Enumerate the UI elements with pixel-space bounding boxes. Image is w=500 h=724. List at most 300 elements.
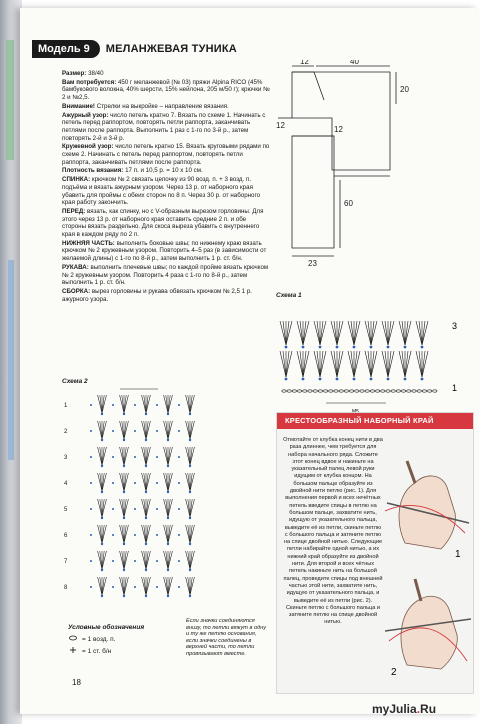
stitch-dot — [112, 508, 114, 510]
stitch-mark — [168, 577, 170, 595]
stitch-dot — [90, 404, 92, 406]
stitch-mark — [286, 351, 292, 377]
stitch-dot — [387, 346, 390, 349]
stitch-mark — [102, 525, 106, 543]
stitch-mark — [122, 499, 124, 517]
stitch-mark — [388, 321, 391, 345]
stitch-mark — [98, 499, 102, 517]
stitch-mark — [164, 421, 168, 439]
stitch-mark — [144, 395, 146, 413]
stitch-dot — [156, 482, 158, 484]
stitch-mark — [122, 395, 124, 413]
stitch-dot — [123, 491, 125, 493]
instruction-paragraph — [62, 103, 270, 111]
row-number: 3 — [452, 321, 458, 331]
stitch-mark — [190, 421, 192, 439]
stitch-mark — [146, 551, 150, 569]
hand-illustration-1 — [385, 453, 471, 563]
chain-mark — [427, 390, 431, 392]
stitch-dot — [123, 543, 125, 545]
stitch-mark — [166, 525, 168, 543]
stitch-mark — [320, 351, 326, 377]
instruction-paragraph — [62, 208, 270, 239]
stitch-dot — [189, 517, 191, 519]
stitch-mark — [188, 551, 190, 569]
scheme-2-chart — [62, 385, 212, 613]
stitch-mark — [100, 525, 102, 543]
stitch-mark — [124, 447, 128, 465]
stitch-mark — [164, 395, 168, 413]
stitch-dot — [167, 517, 169, 519]
stitch-mark — [371, 351, 377, 377]
stitch-mark — [146, 421, 148, 439]
figure-number: 2 — [391, 667, 397, 678]
instruction-paragraph — [62, 143, 270, 166]
instruction-text: 38/40 — [86, 70, 104, 77]
stitch-mark — [146, 499, 148, 517]
technique-paragraph: Отмотайте от клубка конец нити в два раза длиннее, чем требуется для набора начального ряда. Сложите этот конец вдвое и накиньте на указательный палец левой руки идущим от клубка концом. На большом пальце образуйте из двойной нити петлю (рис. 1). Для выполнения первой и всех нечётных петель введите спицы в петлю на большом пальце, захватите нить, идущую от указательного пальца, выведите её из петли, скиньте петлю с большого пальца и затяните петлю на спице двойной нитью. Следующие петли набирайте одной нитью, а их нижний край образуйте из двойной нити. Для второй и всех чётных петель накиньте нить на большой палец, проведите спицы под внешней частью этой нити, захватите нить, идущую от указательного пальца, и выведите её из петли (рис. 2). Скиньте петлю с большого пальца и затяните петлю на спице двойной нитью. — [283, 437, 383, 626]
stitch-dot — [302, 346, 305, 349]
stitch-dot — [404, 378, 407, 381]
stitch-mark — [303, 321, 309, 345]
stitch-mark — [190, 525, 194, 543]
stitch-mark — [120, 525, 124, 543]
stitch-mark — [188, 395, 190, 413]
stitch-dot — [112, 482, 114, 484]
stitch-mark — [190, 577, 194, 595]
stitch-mark — [100, 499, 102, 517]
stitch-mark — [120, 551, 124, 569]
stitch-dot — [167, 595, 169, 597]
chain-mark — [297, 390, 301, 392]
model-header — [32, 40, 242, 58]
dim-label: 12 — [334, 125, 343, 134]
stitch-mark — [144, 421, 146, 439]
chain-mark — [391, 390, 395, 392]
stitch-dot — [145, 491, 147, 493]
stitch-mark — [354, 321, 357, 345]
stitch-dot — [101, 569, 103, 571]
stitch-mark — [283, 351, 286, 377]
stitch-mark — [120, 447, 124, 465]
stitch-dot — [134, 586, 136, 588]
instruction-label: СПИНКА: — [62, 176, 91, 184]
stitch-mark — [368, 321, 371, 345]
stitch-mark — [102, 447, 104, 465]
stitch-dot — [145, 569, 147, 571]
stitch-mark — [124, 525, 128, 543]
stitch-mark — [122, 551, 124, 569]
stitch-mark — [190, 577, 192, 595]
stitch-mark — [168, 421, 170, 439]
stitch-mark — [419, 351, 422, 377]
row-number: 7 — [64, 559, 68, 565]
stitch-dot — [404, 346, 407, 349]
stitch-dot — [101, 413, 103, 415]
scheme-1-chart — [276, 299, 466, 419]
chain-mark — [329, 390, 333, 392]
stitch-dot — [387, 378, 390, 381]
stitch-dot — [90, 456, 92, 458]
instruction-label: РУКАВА: — [62, 263, 89, 271]
chain-mark — [386, 390, 390, 392]
stitch-mark — [365, 351, 371, 377]
row-number: 2 — [64, 429, 68, 435]
stitch-mark — [168, 525, 170, 543]
stitch-mark — [144, 551, 146, 569]
dim-label: 60 — [344, 199, 353, 208]
stitch-mark — [100, 447, 102, 465]
stitch-dot — [189, 491, 191, 493]
instruction-paragraph — [62, 288, 270, 303]
stitch-mark — [186, 421, 190, 439]
stitch-dot — [336, 378, 339, 381]
instruction-paragraph — [62, 112, 270, 143]
chain-mark — [323, 390, 327, 392]
stitch-mark — [144, 499, 146, 517]
stitch-mark — [146, 525, 148, 543]
stitch-mark — [303, 351, 309, 377]
stitch-mark — [399, 321, 405, 345]
stitch-mark — [422, 321, 425, 345]
row-number: 1 — [64, 403, 68, 409]
stitch-mark — [188, 577, 190, 595]
stitch-mark — [188, 447, 190, 465]
stitch-mark — [405, 351, 411, 377]
stitch-dot — [123, 517, 125, 519]
technique-box-text — [283, 437, 383, 627]
instruction-paragraph — [62, 167, 270, 175]
stitch-mark — [399, 351, 405, 377]
row-number: 5 — [64, 507, 68, 513]
stitch-mark — [102, 551, 106, 569]
stitch-mark — [124, 447, 126, 465]
stitch-mark — [190, 447, 192, 465]
stitch-mark — [144, 473, 146, 491]
stitch-dot — [167, 491, 169, 493]
stitch-dot — [145, 595, 147, 597]
scheme-1-stitches — [280, 321, 437, 403]
stitch-mark — [166, 473, 168, 491]
stitch-mark — [303, 351, 306, 377]
instruction-text: выполнить боковые швы; по нижнему краю вязать крючком № 2 кружевным узором. Повторить 4–5 раз (в зависимости от желаемой длины) с 1-го по 8-й р., затем выполнить 1 р. ст. б/н. — [62, 239, 267, 263]
stitch-mark — [190, 447, 194, 465]
page-number: 18 — [72, 678, 81, 687]
dim-label: 12 — [276, 121, 285, 130]
stitch-mark — [405, 321, 411, 345]
stitch-mark — [280, 321, 286, 345]
stitch-dot — [156, 430, 158, 432]
stitch-mark — [124, 577, 128, 595]
stitch-dot — [421, 346, 424, 349]
stitch-mark — [320, 321, 326, 345]
stitch-dot — [156, 586, 158, 588]
stitch-mark — [166, 577, 168, 595]
stitch-mark — [286, 321, 289, 345]
stitch-dot — [112, 456, 114, 458]
stitch-mark — [166, 447, 168, 465]
stitch-mark — [142, 421, 146, 439]
instructions-text — [62, 70, 270, 304]
chain-mark — [308, 390, 312, 392]
stitch-dot — [167, 569, 169, 571]
stitch-dot — [145, 517, 147, 519]
stitch-mark — [166, 421, 168, 439]
stitch-mark — [405, 321, 408, 345]
stitch-dot — [112, 560, 114, 562]
stitch-mark — [314, 351, 320, 377]
stitch-mark — [337, 351, 340, 377]
technique-box-title: КРЕСТООБРАЗНЫЙ НАБОРНЫЙ КРАЙ — [277, 413, 473, 429]
stitch-mark — [142, 473, 146, 491]
stitch-dot — [178, 508, 180, 510]
stitch-mark — [354, 351, 360, 377]
stitch-mark — [168, 395, 170, 413]
scheme-2 — [62, 378, 212, 617]
stitch-mark — [124, 395, 126, 413]
spine-stripe — [8, 260, 14, 460]
instruction-label: ПЕРЕД: — [62, 207, 86, 215]
stitch-dot — [134, 534, 136, 536]
stitch-mark — [98, 473, 102, 491]
stitch-dot — [101, 491, 103, 493]
stitch-mark — [164, 499, 168, 517]
stitch-mark — [122, 447, 124, 465]
stitch-mark — [102, 499, 104, 517]
stitch-mark — [190, 551, 192, 569]
chain-mark — [344, 390, 348, 392]
stitch-mark — [317, 321, 320, 345]
chain-mark — [339, 390, 343, 392]
dim-label: 20 — [400, 85, 409, 94]
stitch-mark — [416, 321, 422, 345]
instruction-text: 450 г меланжевой (№ 03) пряжи Alpina RICO (45% бамбукового волокна, 40% шерсти, 15% нейлона, 205 м/50 г); крючки № 2 и №2,5. — [62, 78, 270, 102]
stitch-mark — [168, 395, 172, 413]
instruction-label: Внимание! — [62, 102, 95, 110]
stitch-mark — [142, 499, 146, 517]
stitch-dot — [123, 439, 125, 441]
dim-label: 12 — [300, 60, 309, 66]
stitch-mark — [102, 577, 104, 595]
stitch-mark — [146, 473, 148, 491]
stitch-mark — [98, 421, 102, 439]
stitch-dot — [178, 560, 180, 562]
stitch-mark — [102, 551, 104, 569]
stitch-mark — [142, 525, 146, 543]
stitch-dot — [123, 595, 125, 597]
chain-mark — [349, 390, 353, 392]
model-title: МЕЛАНЖЕВАЯ ТУНИКА — [105, 43, 237, 55]
stitch-dot — [90, 508, 92, 510]
stitch-mark — [351, 351, 354, 377]
chain-mark — [334, 390, 338, 392]
stitch-mark — [320, 321, 323, 345]
stitch-mark — [142, 551, 146, 569]
stitch-dot — [145, 465, 147, 467]
stitch-mark — [146, 577, 148, 595]
stitch-mark — [188, 421, 190, 439]
stitch-mark — [422, 351, 428, 377]
stitch-mark — [351, 321, 354, 345]
stitch-mark — [102, 577, 106, 595]
stitch-dot — [189, 569, 191, 571]
stitch-mark — [334, 321, 337, 345]
stitch-mark — [124, 551, 126, 569]
stitch-dot — [134, 404, 136, 406]
chain-mark — [433, 390, 437, 392]
stitch-mark — [419, 321, 422, 345]
instruction-text: число петель кратно 7. Вязать по схеме 1. Начинать с петель перед раппортом, повторять петли раппорта, заканчивать петлями после раппорта. Выполнить 1 раз с 1-го по 3-й р., затем повторять 2-й и 3-й р. — [62, 111, 266, 142]
stitch-mark — [168, 473, 170, 491]
stitch-mark — [190, 551, 194, 569]
stitch-dot — [90, 560, 92, 562]
stitch-mark — [186, 577, 190, 595]
stitch-mark — [146, 447, 148, 465]
stitch-dot — [101, 595, 103, 597]
stitch-mark — [368, 351, 371, 377]
instruction-paragraph — [62, 79, 270, 102]
chain-mark — [303, 390, 307, 392]
stitch-dot — [101, 465, 103, 467]
chain-mark — [401, 390, 405, 392]
stitch-mark — [102, 421, 106, 439]
stitch-dot — [112, 430, 114, 432]
legend-title: Условные обозначения — [68, 624, 145, 631]
stitch-mark — [190, 473, 194, 491]
stitch-mark — [122, 421, 124, 439]
stitch-mark — [124, 499, 128, 517]
stitch-dot — [90, 482, 92, 484]
stitch-dot — [189, 413, 191, 415]
stitch-mark — [120, 499, 124, 517]
stitch-mark — [283, 321, 286, 345]
chain-mark — [396, 390, 400, 392]
chain-mark — [287, 390, 291, 392]
stitch-dot — [156, 534, 158, 536]
chain-mark — [422, 390, 426, 392]
stitch-dot — [101, 517, 103, 519]
stitch-mark — [102, 525, 104, 543]
stitch-mark — [146, 525, 150, 543]
stitch-mark — [124, 421, 126, 439]
stitch-dot — [134, 456, 136, 458]
stitch-mark — [190, 499, 192, 517]
stitch-mark — [102, 395, 104, 413]
stitch-mark — [300, 351, 303, 377]
stitch-dot — [112, 534, 114, 536]
stitch-dot — [134, 508, 136, 510]
instruction-label: Плотность вязания: — [62, 167, 124, 175]
stitch-mark — [385, 321, 388, 345]
stitch-mark — [337, 321, 343, 345]
stitch-dot — [101, 439, 103, 441]
chain-mark — [282, 390, 286, 392]
stitch-dot — [189, 465, 191, 467]
instruction-text: число петель кратно 15. Вязать круговыми рядами по схеме 2. Начинать с петель перед раппортом, повторять петли раппорта, заканчивать петлями после раппорта. — [62, 143, 270, 166]
magazine-spine — [0, 0, 22, 724]
stitch-mark — [98, 525, 102, 543]
model-badge: Модель 9 — [32, 40, 100, 58]
stitch-dot — [134, 560, 136, 562]
stitch-mark — [280, 351, 286, 377]
chain-mark — [292, 390, 296, 392]
stitch-dot — [189, 595, 191, 597]
stitch-mark — [146, 551, 148, 569]
stitch-dot — [370, 346, 373, 349]
stitch-dot — [178, 456, 180, 458]
site-watermark — [372, 702, 436, 716]
stitch-dot — [178, 586, 180, 588]
stitch-dot — [123, 465, 125, 467]
stitch-mark — [124, 499, 126, 517]
stitch-mark — [186, 473, 190, 491]
stitch-mark — [337, 351, 343, 377]
stitch-mark — [122, 525, 124, 543]
stitch-mark — [124, 395, 128, 413]
stitch-mark — [371, 321, 374, 345]
dim-label: 40 — [350, 60, 359, 66]
single-crochet-icon — [68, 646, 78, 656]
stitch-mark — [100, 473, 102, 491]
stitch-mark — [98, 447, 102, 465]
stitch-mark — [120, 473, 124, 491]
stitch-mark — [186, 395, 190, 413]
stitch-mark — [168, 499, 170, 517]
stitch-mark — [354, 351, 357, 377]
stitch-mark — [286, 321, 292, 345]
stitch-mark — [102, 473, 106, 491]
stitch-mark — [190, 499, 194, 517]
stitch-mark — [164, 473, 168, 491]
technique-box — [276, 412, 474, 694]
stitch-mark — [348, 321, 354, 345]
stitch-mark — [100, 577, 102, 595]
stitch-mark — [124, 577, 126, 595]
stitch-dot — [145, 543, 147, 545]
chain-mark — [313, 390, 317, 392]
stitch-mark — [102, 447, 106, 465]
chain-mark — [375, 390, 379, 392]
chain-mark — [360, 390, 364, 392]
stitch-mark — [102, 473, 104, 491]
stitch-mark — [168, 577, 172, 595]
legend-note: Если значки соединяются внизу, то петли вяжут в одну и ту же петлю основания, если значки соединены в верхней части, то петли провязывают вместе. — [186, 618, 267, 657]
stitch-dot — [167, 543, 169, 545]
stitch-dot — [123, 413, 125, 415]
stitch-mark — [146, 577, 150, 595]
row-number: 6 — [64, 533, 68, 539]
stitch-mark — [320, 351, 323, 377]
legend-label: = 1 возд. п. — [82, 635, 116, 643]
stitch-dot — [167, 439, 169, 441]
stitch-dot — [178, 430, 180, 432]
stitch-mark — [168, 551, 172, 569]
stitch-dot — [285, 346, 288, 349]
stitch-mark — [98, 395, 102, 413]
stitch-mark — [122, 473, 124, 491]
stitch-mark — [388, 321, 394, 345]
chain-stitch-icon — [68, 635, 78, 643]
stitch-mark — [100, 395, 102, 413]
stitch-mark — [142, 577, 146, 595]
stitch-dot — [156, 404, 158, 406]
stitch-mark — [354, 321, 360, 345]
stitch-dot — [156, 560, 158, 562]
figure-number: 1 — [455, 549, 461, 560]
row-number: 1 — [452, 383, 458, 393]
stitch-mark — [297, 351, 303, 377]
stitch-mark — [317, 351, 320, 377]
